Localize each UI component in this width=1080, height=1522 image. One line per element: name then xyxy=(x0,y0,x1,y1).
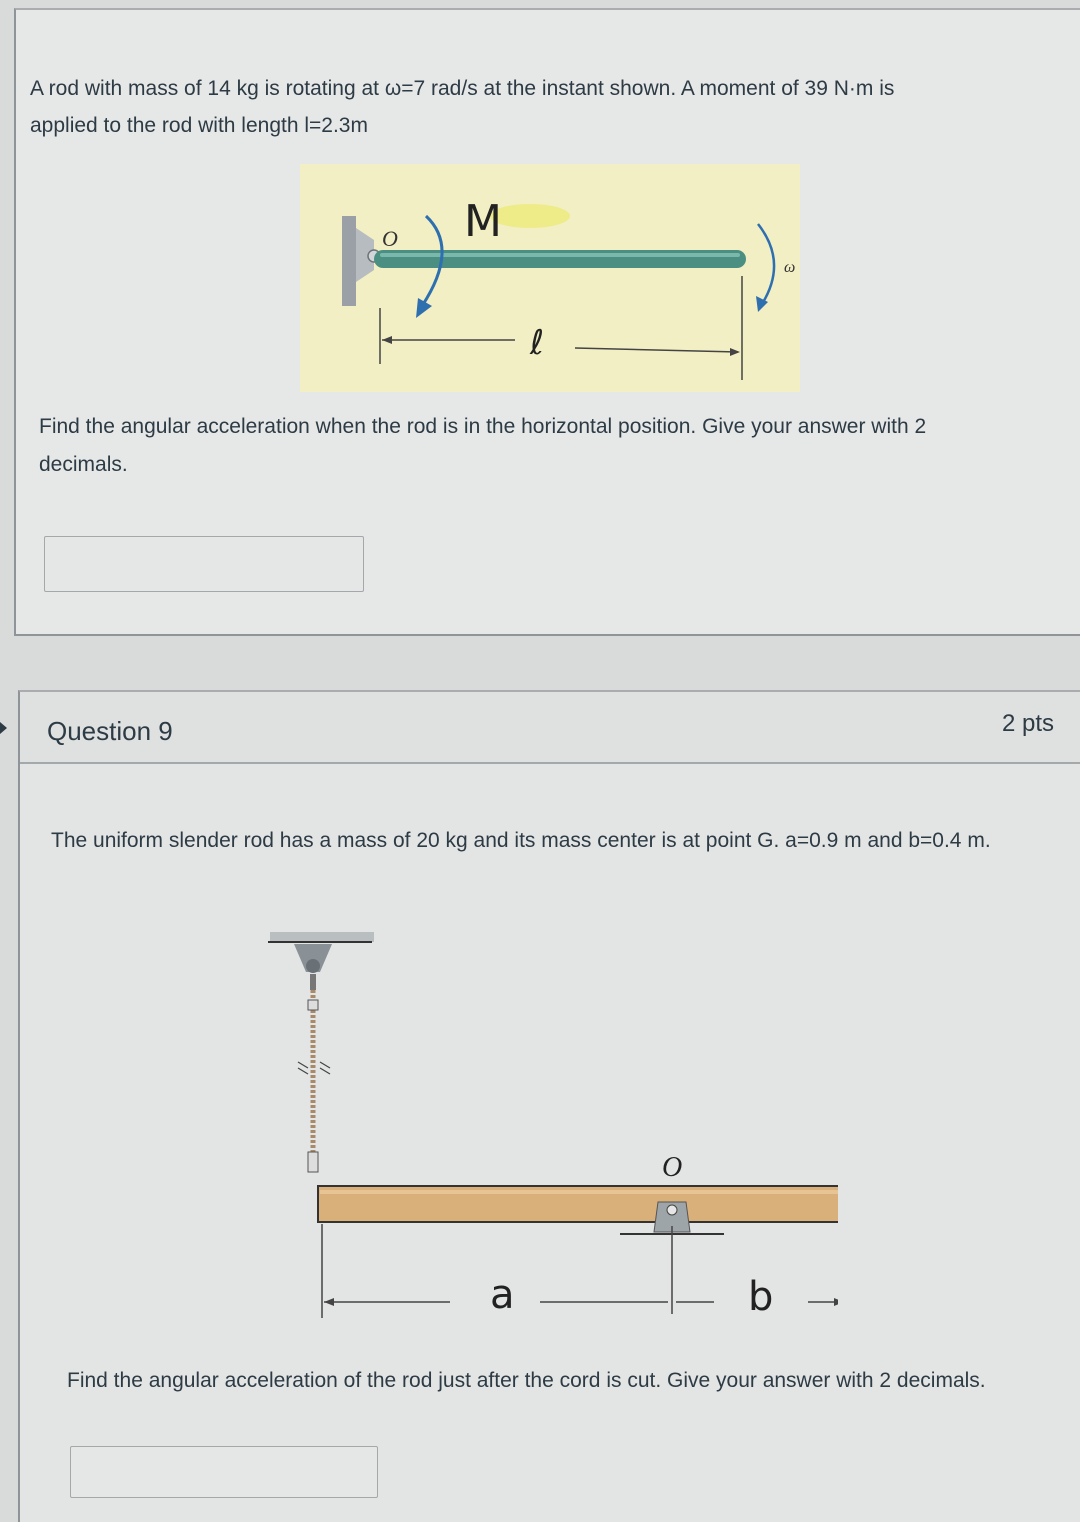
question-8-find-line1: Find the angular acceleration when the rod is in the horizontal position. Give your answer with 2 xyxy=(39,415,927,438)
question-points: 2 pts xyxy=(1001,710,1054,737)
question-8-find-line2: decimals. xyxy=(39,453,128,476)
label-b: b xyxy=(748,1274,774,1320)
label-l: ℓ xyxy=(530,323,545,363)
question-9-card xyxy=(18,690,1080,1522)
slender-rod-figure xyxy=(268,928,838,1338)
question-9-text: The uniform slender rod has a mass of 20 kg and its mass center is at point G. a=0.9 m and b=0.4 m. xyxy=(51,829,991,852)
label-omega: ω xyxy=(784,259,796,276)
label-a: a xyxy=(490,1272,515,1318)
rod xyxy=(374,250,746,268)
question-8-text xyxy=(30,70,1030,144)
label-O: O xyxy=(382,226,398,251)
question-9-header xyxy=(20,692,1080,764)
label-M: M xyxy=(464,196,502,247)
question-title: Question 9 xyxy=(47,716,173,746)
label-O: O xyxy=(662,1152,683,1183)
question-8-card xyxy=(14,8,1080,636)
current-question-marker-icon xyxy=(0,722,7,734)
rotating-rod-figure xyxy=(300,158,800,392)
question-8-text-line1: A rod with mass of 14 kg is rotating at ω=7 rad/s at the instant shown. A moment of 39 N·m is xyxy=(30,77,895,100)
question-8-text-line2: applied to the rod with length l=2.3m xyxy=(30,114,368,137)
question-9-find-text: Find the angular acceleration of the rod just after the cord is cut. Give your answer with 2 decimals. xyxy=(67,1369,986,1392)
question-9-answer-input[interactable] xyxy=(70,1446,378,1498)
question-8-find-text xyxy=(39,408,1049,484)
question-8-answer-input[interactable] xyxy=(44,536,364,592)
